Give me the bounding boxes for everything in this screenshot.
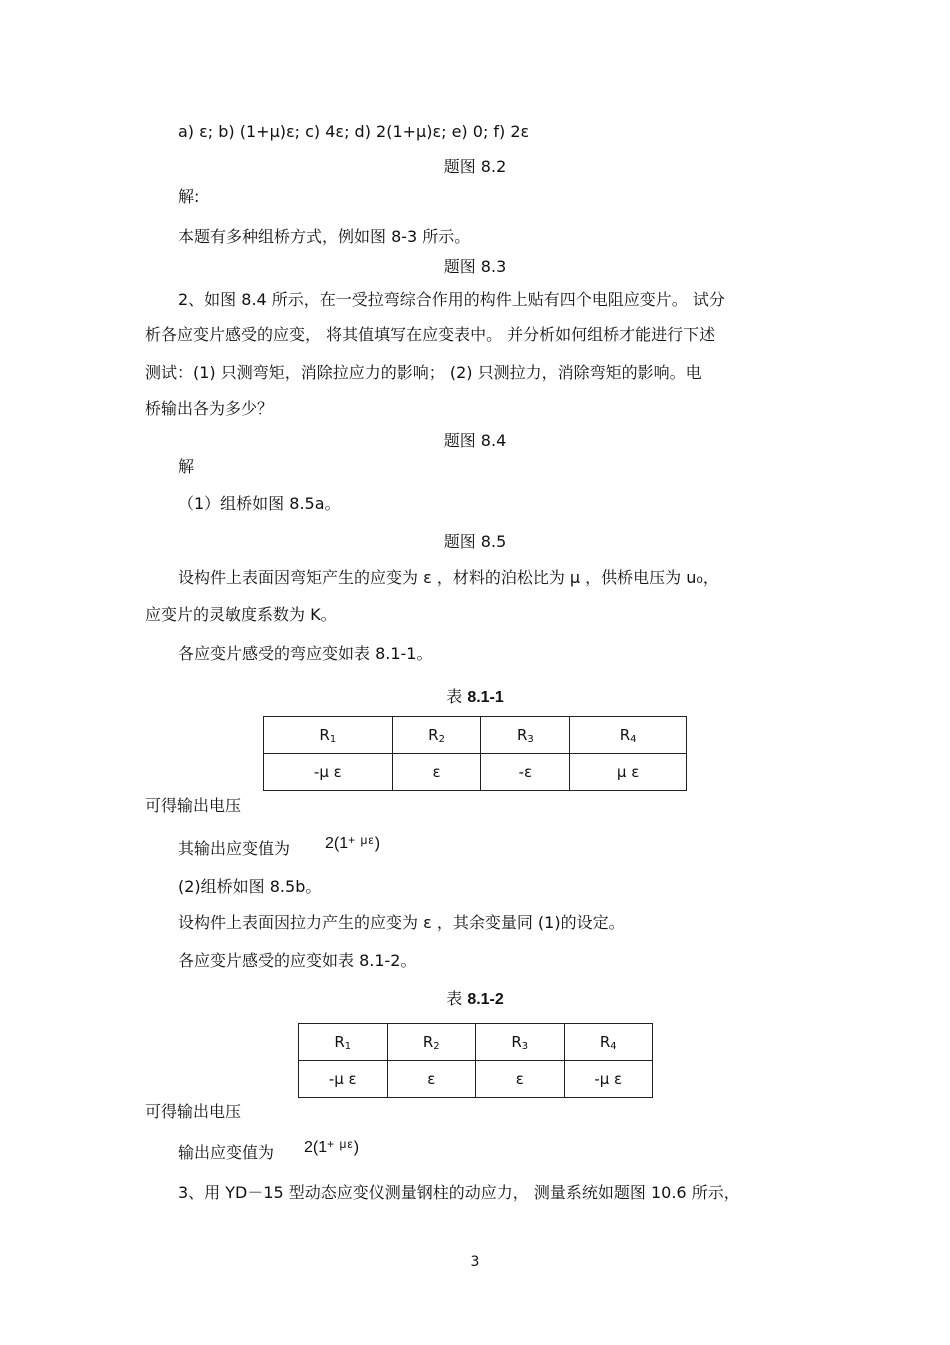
- header-cell: $R_3$: [476, 1024, 565, 1061]
- paragraph: 本题有多种组桥方式，例如图 8-3 所示。: [178, 227, 471, 246]
- table-2-caption: 表 8.1-2: [446, 989, 504, 1008]
- table-1-caption: 表 8.1-1: [446, 687, 504, 706]
- table-cell: -ε: [481, 754, 570, 791]
- header-cell: $R_2$: [392, 717, 481, 754]
- page-number: 3: [470, 1254, 480, 1270]
- answer-options: a) ε; b) (1+μ)ε; c) 4ε; d) 2(1+μ)ε; e) 0; f) 2ε: [178, 122, 530, 141]
- table-row: [264, 754, 687, 791]
- table-cell: -μ ε: [299, 1061, 388, 1098]
- paragraph: 设构件上表面因弯矩产生的应变为 ε ，材料的泊松比为 μ ，供桥电压为 u₀，: [178, 568, 719, 587]
- paragraph: 其输出应变值为: [178, 839, 291, 858]
- table-cell: -μ ε: [264, 754, 393, 791]
- solution-label: 解: [178, 457, 195, 476]
- question-3-line: 3、用 YD－15 型动态应变仪测量钢柱的动应力， 测量系统如题图 10.6 所示，: [178, 1183, 740, 1202]
- part-1-heading: （1）组桥如图 8.5a。: [178, 494, 341, 513]
- question-2-line: 析各应变片感受的应变， 将其值填写在应变表中。 并分析如何组桥才能进行下述: [145, 325, 716, 344]
- header-cell: $R_2$: [387, 1024, 476, 1061]
- table-cell: ε: [387, 1061, 476, 1098]
- solution-label: 解:: [178, 187, 200, 206]
- figure-caption-8-2: 题图 8.2: [443, 157, 507, 176]
- paragraph: 各应变片感受的应变如表 8.1-2。: [178, 951, 417, 970]
- figure-caption-8-3: 题图 8.3: [443, 257, 507, 276]
- paragraph: 可得输出电压: [145, 796, 242, 815]
- formula: $2(1^{+ \mu\varepsilon})$: [325, 833, 381, 852]
- header-cell: $R_1$: [264, 717, 393, 754]
- header-cell: $R_1$: [299, 1024, 388, 1061]
- strain-table-1: [263, 716, 687, 791]
- table-cell: μ ε: [570, 754, 687, 791]
- paragraph: 各应变片感受的弯应变如表 8.1-1。: [178, 644, 433, 663]
- table-cell: ε: [392, 754, 481, 791]
- paragraph: 输出应变值为: [178, 1143, 275, 1162]
- formula: $2(1^{+ \mu\varepsilon})$: [304, 1137, 360, 1156]
- header-cell: $R_3$: [481, 717, 570, 754]
- question-2-line: 桥输出各为多少？: [145, 399, 274, 418]
- table-cell: ε: [476, 1061, 565, 1098]
- paragraph: 可得输出电压: [145, 1102, 242, 1121]
- table-header-row: [264, 717, 687, 754]
- table-header-row: [299, 1024, 653, 1061]
- header-cell: $R_4$: [570, 717, 687, 754]
- table-row: [299, 1061, 653, 1098]
- header-cell: $R_4$: [564, 1024, 653, 1061]
- question-2-line: 测试：(1) 只测弯矩，消除拉应力的影响； (2) 只测拉力，消除弯矩的影响。电: [145, 363, 702, 382]
- part-2-heading: (2)组桥如图 8.5b。: [178, 877, 322, 896]
- figure-caption-8-5: 题图 8.5: [443, 532, 507, 551]
- paragraph: 应变片的灵敏度系数为 K。: [145, 605, 337, 624]
- paragraph: 设构件上表面因拉力产生的应变为 ε ，其余变量同 (1)的设定。: [178, 913, 625, 932]
- figure-caption-8-4: 题图 8.4: [443, 431, 507, 450]
- strain-table-2: [298, 1023, 653, 1098]
- table-cell: -μ ε: [564, 1061, 653, 1098]
- question-2-line: 2、如图 8.4 所示，在一受拉弯综合作用的构件上贴有四个电阻应变片。 试分: [178, 290, 725, 309]
